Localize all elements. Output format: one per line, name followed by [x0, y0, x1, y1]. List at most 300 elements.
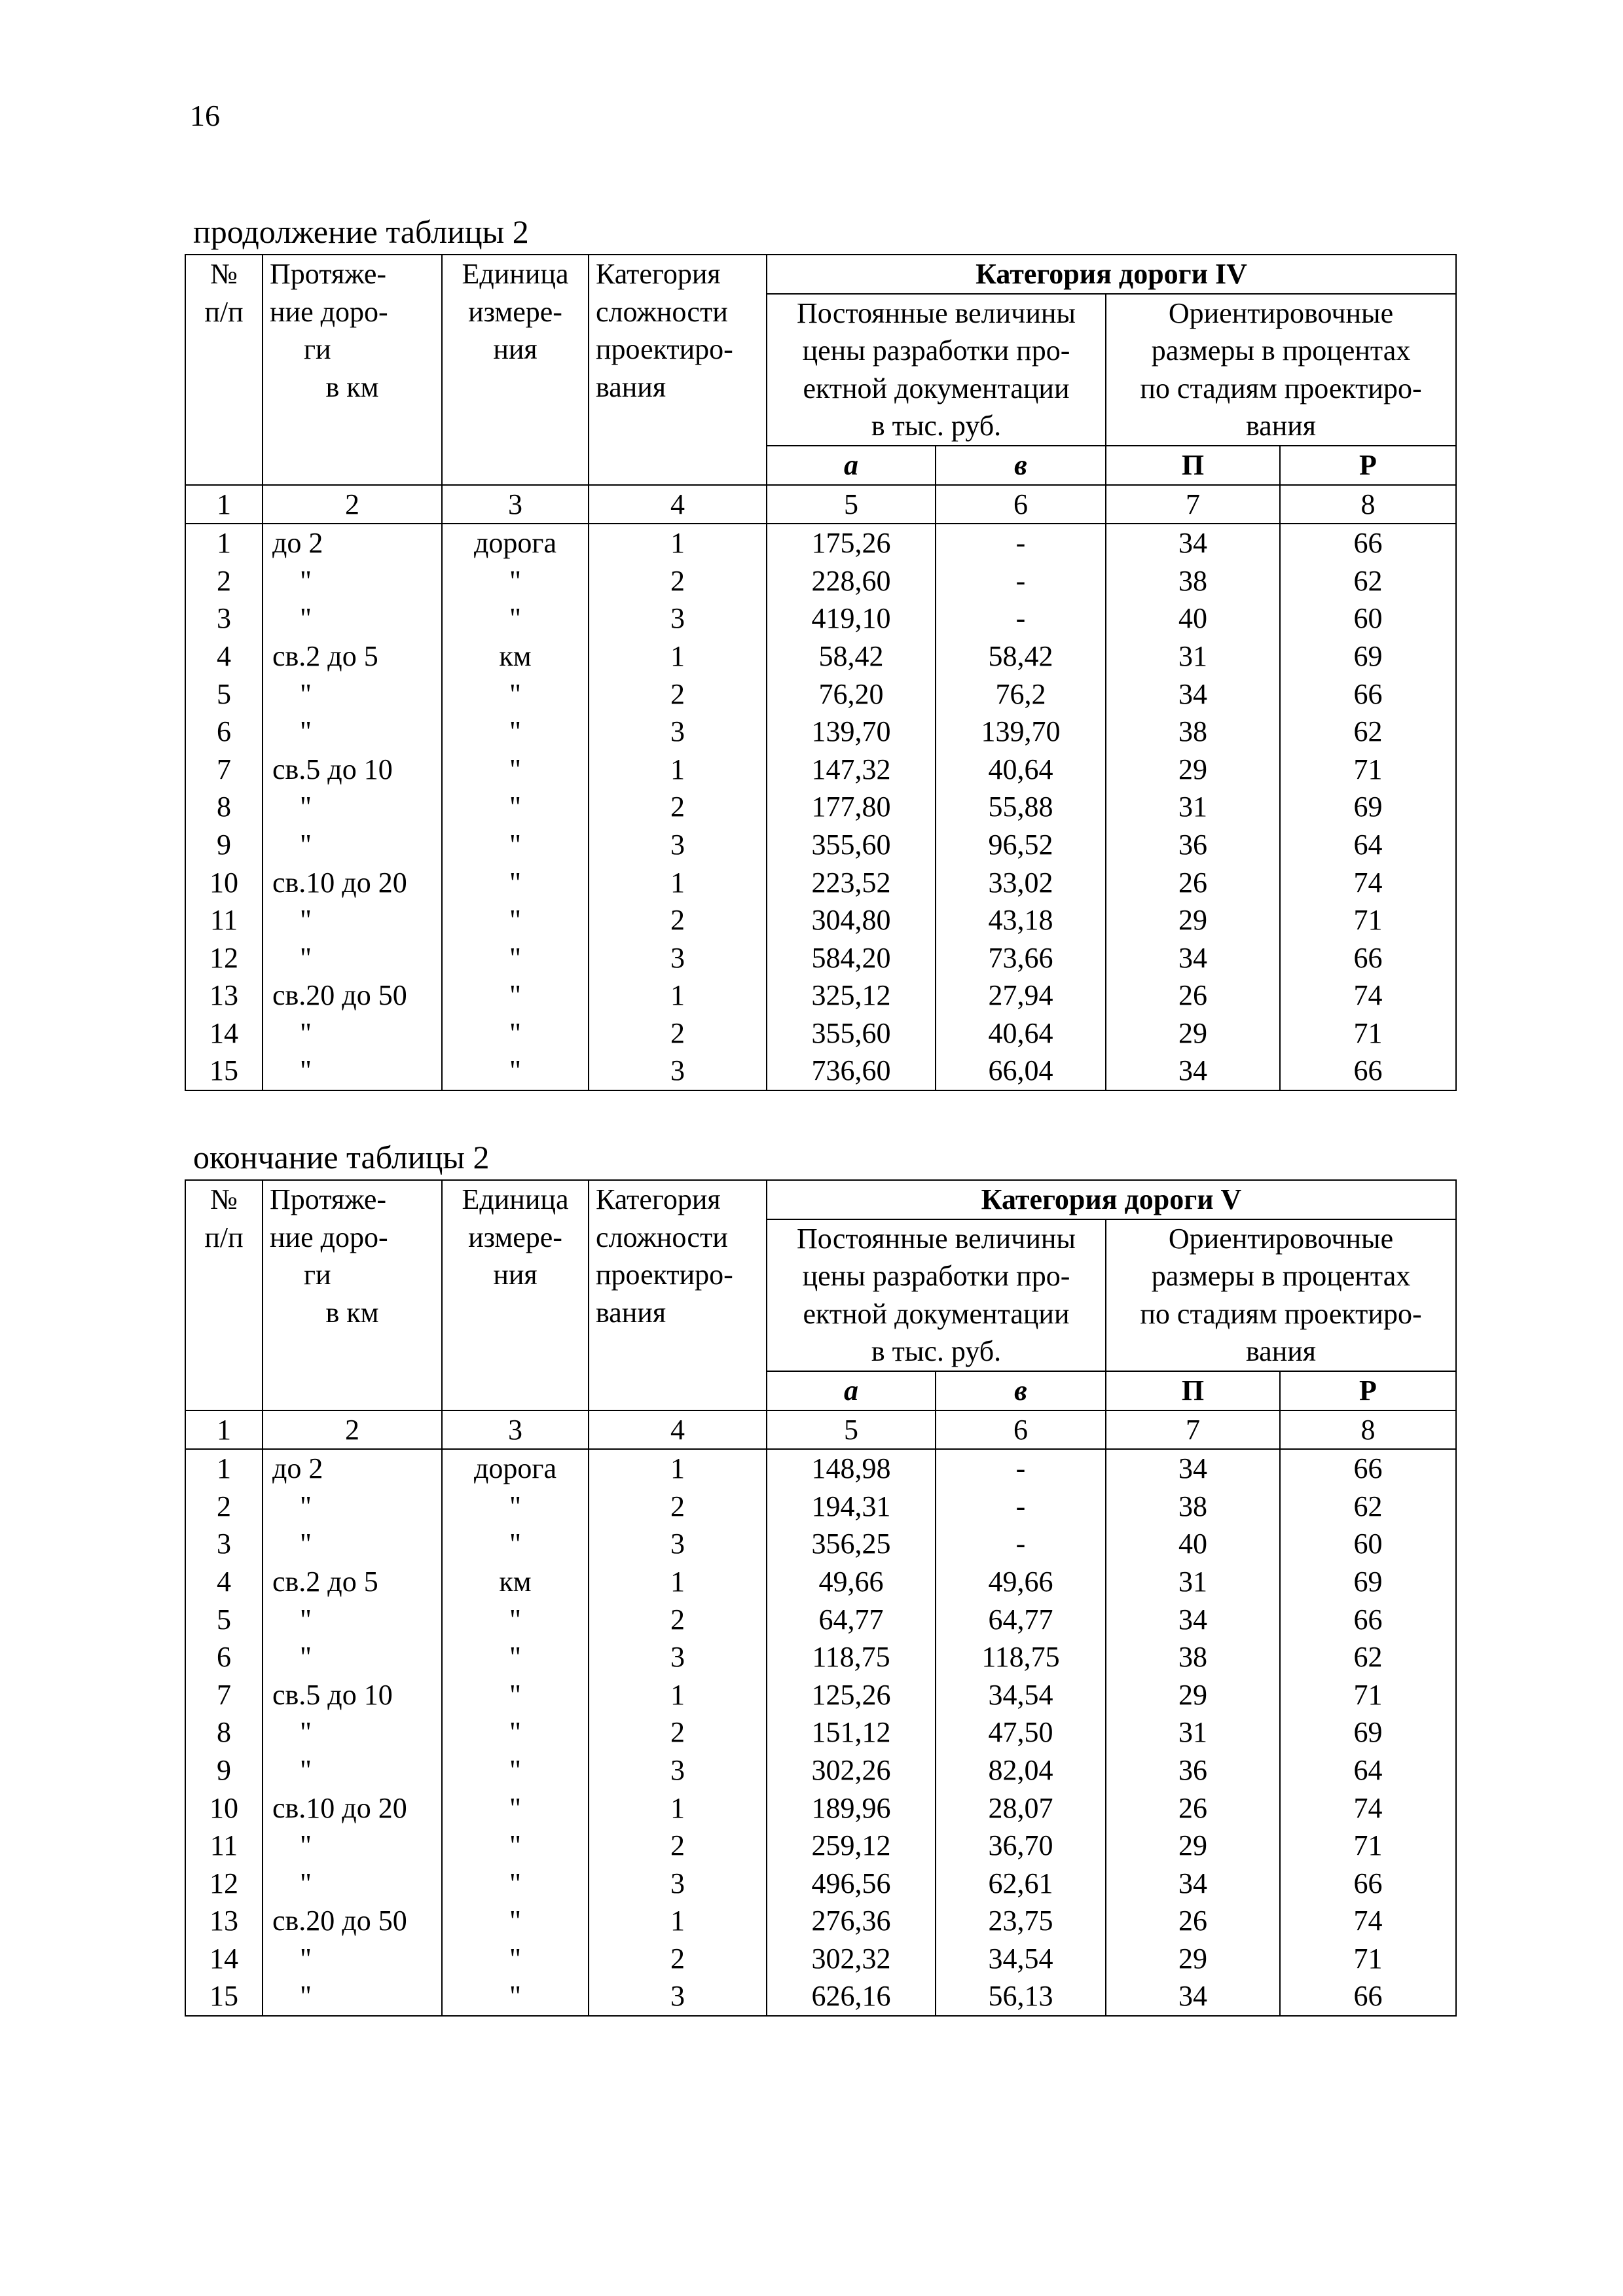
column-number: 8 — [1280, 485, 1456, 524]
table-cell: 66,04 — [936, 1052, 1106, 1090]
table-cell: 62 — [1280, 1638, 1456, 1676]
table-cell: " — [263, 1052, 442, 1090]
table-cell: 40 — [1106, 600, 1280, 637]
table-cell: 62,61 — [936, 1865, 1106, 1903]
table-cell: " — [263, 1977, 442, 2016]
table-cell: 584,20 — [767, 939, 936, 977]
table-cell: 36 — [1106, 826, 1280, 864]
table-cell: 29 — [1106, 1676, 1280, 1714]
header-unit — [442, 1180, 589, 1410]
table-cell: 71 — [1280, 901, 1456, 939]
table-cell: " — [442, 1014, 589, 1052]
table-cell: " — [263, 939, 442, 977]
column-number: 6 — [936, 485, 1106, 524]
table-cell: 626,16 — [767, 1977, 936, 2016]
table-cell: " — [442, 1865, 589, 1903]
table-row — [185, 1601, 1456, 1639]
column-number: 8 — [1280, 1410, 1456, 1450]
table-cell: 7 — [185, 1676, 263, 1714]
table-cell: 2 — [589, 1014, 767, 1052]
table-row — [185, 901, 1456, 939]
table-row — [185, 1940, 1456, 1978]
table-cell: 259,12 — [767, 1827, 936, 1865]
table-cell: 9 — [185, 826, 263, 864]
table-cell: 1 — [589, 637, 767, 675]
table-cell: св.20 до 50 — [263, 977, 442, 1014]
table-row — [185, 562, 1456, 600]
table-row — [185, 1789, 1456, 1827]
table-cell: дорога — [442, 1449, 589, 1488]
header-percent-sizes — [1106, 1219, 1456, 1371]
table-cell: 5 — [185, 675, 263, 713]
header-unit-line: Единица — [462, 1183, 569, 1215]
header-constant-values — [767, 294, 1106, 446]
table-cell: 66 — [1280, 675, 1456, 713]
table-cell: 66 — [1280, 524, 1456, 562]
table-row — [185, 1751, 1456, 1789]
table-cell: 40 — [1106, 1525, 1280, 1563]
table-cell: 31 — [1106, 788, 1280, 826]
table-cell: 3 — [185, 1525, 263, 1563]
table-cell: - — [936, 1525, 1106, 1563]
table-cell: 23,75 — [936, 1902, 1106, 1940]
table-cell: " — [263, 1014, 442, 1052]
table-cell: " — [442, 562, 589, 600]
road-category-title: Категория дороги IV — [767, 255, 1456, 294]
table-cell: 8 — [185, 788, 263, 826]
table-cell: 355,60 — [767, 1014, 936, 1052]
column-number: 5 — [767, 1410, 936, 1450]
header-percent-sizes-line: вания — [1245, 1335, 1317, 1368]
subheader-p: П — [1106, 446, 1280, 485]
table-caption-ending: окончание таблицы 2 — [193, 1139, 490, 1175]
table-cell: - — [936, 600, 1106, 637]
table-cell: 69 — [1280, 788, 1456, 826]
table-cell: 34 — [1106, 1601, 1280, 1639]
header-complexity-category-line: Категория — [596, 258, 721, 290]
table-cell: 3 — [589, 1977, 767, 2016]
table-cell: 2 — [185, 1488, 263, 1526]
header-percent-sizes-line: размеры в процентах — [1151, 334, 1411, 367]
table-cell: 76,2 — [936, 675, 1106, 713]
header-constant-values — [767, 1219, 1106, 1371]
table-cell: 3 — [589, 826, 767, 864]
table-cell: 34,54 — [936, 1676, 1106, 1714]
header-percent-sizes-line: по стадиям проектиро- — [1140, 372, 1422, 404]
table-cell: 3 — [589, 713, 767, 751]
table-cell: " — [442, 977, 589, 1014]
table-cell: 496,56 — [767, 1865, 936, 1903]
subheader-b: в — [936, 1371, 1106, 1410]
table-cell: - — [936, 1488, 1106, 1526]
table-cell: 71 — [1280, 1676, 1456, 1714]
table-cell: 356,25 — [767, 1525, 936, 1563]
subheader-a: а — [767, 1371, 936, 1410]
table-cell: 76,20 — [767, 675, 936, 713]
table-cell: " — [442, 1676, 589, 1714]
table-row — [185, 1676, 1456, 1714]
header-length-km-line: в км — [325, 1296, 379, 1329]
header-constant-values-line: цены разработки про- — [802, 1260, 1070, 1293]
table-cell: 276,36 — [767, 1902, 936, 1940]
table-cell: 125,26 — [767, 1676, 936, 1714]
header-percent-sizes-line: по стадиям проектиро- — [1140, 1297, 1422, 1330]
table-cell: 3 — [185, 600, 263, 637]
header-number — [185, 255, 263, 485]
header-unit-line: Единица — [462, 258, 569, 290]
table-cell: " — [442, 788, 589, 826]
table-cell: 148,98 — [767, 1449, 936, 1488]
table-cell: 15 — [185, 1977, 263, 2016]
header-length-km-line: ги — [304, 1259, 331, 1291]
table-cell: 55,88 — [936, 788, 1106, 826]
table-row — [185, 1014, 1456, 1052]
table-cell: 13 — [185, 1902, 263, 1940]
header-percent-sizes-line: Ориентировочные — [1168, 296, 1394, 329]
table-cell: 34 — [1106, 1449, 1280, 1488]
column-number: 2 — [263, 485, 442, 524]
table-cell: " — [442, 1902, 589, 1940]
header-complexity-category-line: Категория — [596, 1183, 721, 1215]
header-number-line: № — [210, 1183, 238, 1215]
table-cell: " — [442, 675, 589, 713]
table-cell: 34 — [1106, 1977, 1280, 2016]
table-cell: 66 — [1280, 1977, 1456, 2016]
header-unit-line: измере- — [468, 1221, 562, 1253]
table-cell: 151,12 — [767, 1713, 936, 1751]
table-row — [185, 788, 1456, 826]
table-row — [185, 1977, 1456, 2016]
column-number: 7 — [1106, 1410, 1280, 1450]
header-constant-values-line: в тыс. руб. — [871, 1335, 1002, 1368]
table-row — [185, 939, 1456, 977]
table-cell: " — [263, 1488, 442, 1526]
table-cell: 13 — [185, 977, 263, 1014]
table-cell: " — [442, 1052, 589, 1090]
header-unit — [442, 255, 589, 485]
table-cell: " — [263, 1940, 442, 1978]
column-number: 6 — [936, 1410, 1106, 1450]
table-cell: " — [442, 751, 589, 789]
header-length-km-line: ние доро- — [270, 1221, 388, 1253]
table-cell: 1 — [589, 864, 767, 902]
table-cell: 49,66 — [767, 1563, 936, 1601]
table-cell: " — [442, 1713, 589, 1751]
table-cell: 26 — [1106, 977, 1280, 1014]
header-length-km — [263, 255, 442, 485]
table-row — [185, 1563, 1456, 1601]
header-percent-sizes-line: размеры в процентах — [1151, 1260, 1411, 1293]
table-cell: 56,13 — [936, 1977, 1106, 2016]
table-cell: св.10 до 20 — [263, 1789, 442, 1827]
table-cell: " — [263, 1601, 442, 1639]
header-complexity-category-line: сложности — [596, 1221, 728, 1253]
table-cell: 74 — [1280, 1789, 1456, 1827]
table-cell: 36 — [1106, 1751, 1280, 1789]
table-cell: 29 — [1106, 901, 1280, 939]
table-cell: 60 — [1280, 600, 1456, 637]
table-cell: 7 — [185, 751, 263, 789]
table-cell: 66 — [1280, 1052, 1456, 1090]
table-cell: 64,77 — [936, 1601, 1106, 1639]
table-cell: " — [442, 600, 589, 637]
table-cell: 736,60 — [767, 1052, 936, 1090]
table-cell: 40,64 — [936, 1014, 1106, 1052]
table-cell: " — [263, 600, 442, 637]
table-cell: 3 — [589, 1638, 767, 1676]
column-number: 1 — [185, 1410, 263, 1450]
table-cell: 66 — [1280, 939, 1456, 977]
table-cell: 4 — [185, 1563, 263, 1601]
table-cell: 69 — [1280, 1563, 1456, 1601]
table-cell: 40,64 — [936, 751, 1106, 789]
page-number: 16 — [190, 99, 220, 132]
table-cell: 64,77 — [767, 1601, 936, 1639]
table-row — [185, 637, 1456, 675]
header-complexity-category — [589, 1180, 767, 1410]
cost-table-category-iv — [185, 254, 1457, 1091]
table-cell: 228,60 — [767, 562, 936, 600]
table-cell: " — [442, 1789, 589, 1827]
table-cell: св.10 до 20 — [263, 864, 442, 902]
table-cell: 9 — [185, 1751, 263, 1789]
table-cell: св.5 до 10 — [263, 1676, 442, 1714]
table-cell: 5 — [185, 1601, 263, 1639]
column-number: 4 — [589, 485, 767, 524]
table-cell: 58,42 — [767, 637, 936, 675]
table-cell: 62 — [1280, 713, 1456, 751]
header-constant-values-line: ектной документации — [803, 372, 1070, 404]
header-length-km-line: в км — [325, 370, 379, 403]
column-number: 4 — [589, 1410, 767, 1450]
table-cell: " — [442, 1488, 589, 1526]
table-row — [185, 1638, 1456, 1676]
subheader-p: П — [1106, 1371, 1280, 1410]
table-cell: св.2 до 5 — [263, 637, 442, 675]
table-cell: 147,32 — [767, 751, 936, 789]
table-cell: 31 — [1106, 1563, 1280, 1601]
table-cell: 82,04 — [936, 1751, 1106, 1789]
table-cell: 14 — [185, 1940, 263, 1978]
table-cell: 34 — [1106, 1865, 1280, 1903]
table-cell: 96,52 — [936, 826, 1106, 864]
table-cell: св.5 до 10 — [263, 751, 442, 789]
table-row — [185, 1827, 1456, 1865]
table-row — [185, 751, 1456, 789]
table-cell: 34 — [1106, 1052, 1280, 1090]
table-cell: км — [442, 637, 589, 675]
table-cell: 139,70 — [767, 713, 936, 751]
table-cell: 6 — [185, 713, 263, 751]
table-cell: 6 — [185, 1638, 263, 1676]
table-cell: 34 — [1106, 675, 1280, 713]
table-cell: 73,66 — [936, 939, 1106, 977]
table-row — [185, 1902, 1456, 1940]
table-cell: 34 — [1106, 524, 1280, 562]
header-unit-line: измере- — [468, 295, 562, 328]
table-cell: 2 — [589, 1713, 767, 1751]
table-cell: 1 — [589, 524, 767, 562]
table-cell: 2 — [185, 562, 263, 600]
table-cell: 12 — [185, 939, 263, 977]
table-cell: " — [263, 826, 442, 864]
header-unit-line: ния — [493, 1259, 538, 1291]
table-cell: " — [442, 1601, 589, 1639]
subheader-r: Р — [1280, 1371, 1456, 1410]
table-cell: 28,07 — [936, 1789, 1106, 1827]
column-number: 3 — [442, 1410, 589, 1450]
table-cell: 175,26 — [767, 524, 936, 562]
table-cell: 118,75 — [936, 1638, 1106, 1676]
table-cell: - — [936, 524, 1106, 562]
header-unit-line: ния — [493, 333, 538, 366]
table-cell: 1 — [589, 1676, 767, 1714]
header-constant-values-line: ектной документации — [803, 1297, 1070, 1330]
table-row — [185, 977, 1456, 1014]
table-cell: св.20 до 50 — [263, 1902, 442, 1940]
table-cell: 64 — [1280, 826, 1456, 864]
table-cell: 62 — [1280, 1488, 1456, 1526]
table-cell: 15 — [185, 1052, 263, 1090]
table-cell: 3 — [589, 1865, 767, 1903]
table-cell: " — [442, 1751, 589, 1789]
column-number: 3 — [442, 485, 589, 524]
column-number: 7 — [1106, 485, 1280, 524]
table-cell: 12 — [185, 1865, 263, 1903]
subheader-b: в — [936, 446, 1106, 485]
table-cell: 74 — [1280, 864, 1456, 902]
table-cell: 3 — [589, 1525, 767, 1563]
table-cell: " — [263, 1865, 442, 1903]
table-row — [185, 1865, 1456, 1903]
header-complexity-category-line: вания — [596, 370, 666, 403]
table-cell: " — [263, 1751, 442, 1789]
header-number-line: № — [210, 258, 238, 290]
table-cell: 38 — [1106, 562, 1280, 600]
table-row — [185, 713, 1456, 751]
table-cell: км — [442, 1563, 589, 1601]
column-number: 2 — [263, 1410, 442, 1450]
table-cell: 74 — [1280, 977, 1456, 1014]
table-cell: 302,26 — [767, 1751, 936, 1789]
table-cell: 2 — [589, 675, 767, 713]
table-cell: " — [442, 1638, 589, 1676]
header-length-km — [263, 1180, 442, 1410]
table-cell: 139,70 — [936, 713, 1106, 751]
table-cell: 3 — [589, 1052, 767, 1090]
table-cell: 29 — [1106, 751, 1280, 789]
table-caption-continuation: продолжение таблицы 2 — [193, 213, 529, 250]
header-length-km-line: ги — [304, 333, 331, 366]
header-complexity-category — [589, 255, 767, 485]
table-cell: 36,70 — [936, 1827, 1106, 1865]
road-category-title: Категория дороги V — [767, 1180, 1456, 1219]
header-percent-sizes-line: вания — [1245, 410, 1317, 442]
table-cell: 1 — [589, 751, 767, 789]
table-cell: 74 — [1280, 1902, 1456, 1940]
table-cell: 69 — [1280, 637, 1456, 675]
table-row — [185, 864, 1456, 902]
table-cell: дорога — [442, 524, 589, 562]
header-constant-values-line: в тыс. руб. — [871, 410, 1002, 442]
table-cell: 71 — [1280, 1014, 1456, 1052]
header-number — [185, 1180, 263, 1410]
header-complexity-category-line: проектиро- — [596, 1259, 733, 1291]
table-cell: 38 — [1106, 1638, 1280, 1676]
table-row — [185, 1713, 1456, 1751]
table-cell: 33,02 — [936, 864, 1106, 902]
table-cell: 38 — [1106, 1488, 1280, 1526]
table-cell: 118,75 — [767, 1638, 936, 1676]
table-cell: 69 — [1280, 1713, 1456, 1751]
table-cell: 71 — [1280, 1940, 1456, 1978]
table-cell: 71 — [1280, 751, 1456, 789]
table-cell: 419,10 — [767, 600, 936, 637]
header-complexity-category-line: сложности — [596, 295, 728, 328]
table-cell: " — [442, 864, 589, 902]
table-cell: 47,50 — [936, 1713, 1106, 1751]
table-cell: 60 — [1280, 1525, 1456, 1563]
subheader-a: а — [767, 446, 936, 485]
table-row — [185, 826, 1456, 864]
table-cell: 10 — [185, 864, 263, 902]
cost-table-category-v — [185, 1179, 1457, 2017]
table-cell: " — [442, 1525, 589, 1563]
header-number-line: п/п — [204, 1221, 244, 1253]
table-cell: 34,54 — [936, 1940, 1106, 1978]
table-cell: 43,18 — [936, 901, 1106, 939]
table-cell: 1 — [185, 1449, 263, 1488]
table-cell: 2 — [589, 901, 767, 939]
table-cell: 26 — [1106, 864, 1280, 902]
table-cell: 4 — [185, 637, 263, 675]
table-cell: 1 — [589, 1902, 767, 1940]
table-cell: 10 — [185, 1789, 263, 1827]
table-cell: " — [442, 713, 589, 751]
table-cell: " — [442, 939, 589, 977]
table-cell: 325,12 — [767, 977, 936, 1014]
table-cell: 1 — [589, 1789, 767, 1827]
table-cell: 29 — [1106, 1940, 1280, 1978]
table-row — [185, 524, 1456, 562]
table-cell: " — [263, 788, 442, 826]
column-number: 5 — [767, 485, 936, 524]
table-cell: " — [442, 901, 589, 939]
table-row — [185, 1525, 1456, 1563]
header-length-km-line: ние доро- — [270, 295, 388, 328]
table-cell: 64 — [1280, 1751, 1456, 1789]
table-row — [185, 1488, 1456, 1526]
table-cell: " — [263, 901, 442, 939]
table-cell: - — [936, 562, 1106, 600]
table-cell: " — [263, 1638, 442, 1676]
table-cell: " — [263, 1713, 442, 1751]
table-cell: 11 — [185, 901, 263, 939]
table-cell: 3 — [589, 1751, 767, 1789]
table-cell: 2 — [589, 1601, 767, 1639]
table-cell: 177,80 — [767, 788, 936, 826]
table-cell: 66 — [1280, 1865, 1456, 1903]
table-cell: 2 — [589, 788, 767, 826]
table-cell: " — [442, 1827, 589, 1865]
table-cell: " — [442, 1940, 589, 1978]
table-cell: 355,60 — [767, 826, 936, 864]
table-cell: 26 — [1106, 1902, 1280, 1940]
table-cell: " — [263, 1827, 442, 1865]
table-cell: " — [263, 713, 442, 751]
table-cell: 11 — [185, 1827, 263, 1865]
header-number-line: п/п — [204, 295, 244, 328]
